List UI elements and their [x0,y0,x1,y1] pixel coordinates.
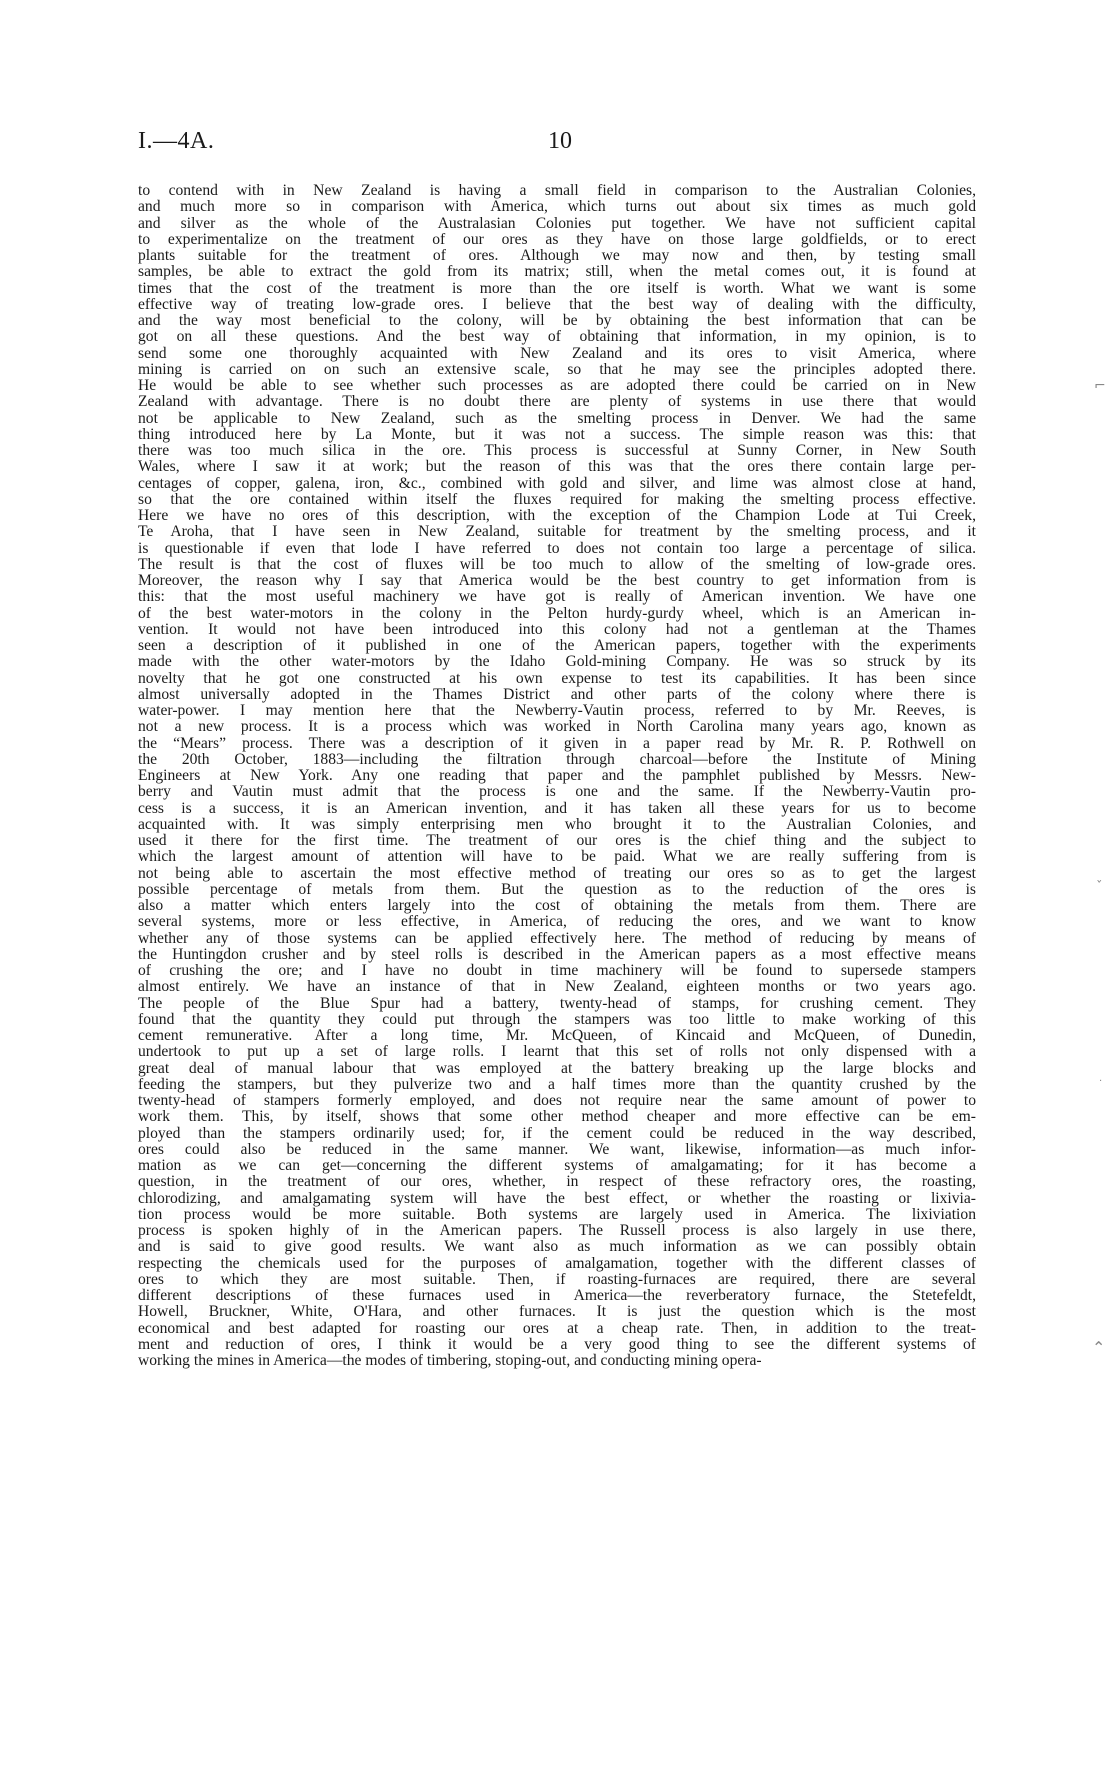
text-line: Engineers at New York. Any one reading that paper and the pamphlet published by Messrs. New- [138,767,976,784]
text-line: of the best water-motors in the colony in the Pelton hurdy-gurdy wheel, which is an American in- [138,604,976,622]
text-line: question, in the treatment of our ores, whether, in respect of these refractory ores, the roasting, [138,1173,976,1191]
text-line: times that the cost of the treatment is more than the ore itself is worth. What we want is some [138,279,976,297]
scan-mark: ⌃ [1092,1338,1106,1357]
text-line: different descriptions of these furnaces used in America—the reverberatory furnace, the Stetefeldt, [138,1287,976,1304]
text-line: mining is carried on on such an extensive scale, so that he may see the principles adopted there. [138,360,976,378]
text-line: Zealand with advantage. There is no doubt there are plenty of systems in use there that would [138,393,976,411]
text-line: twenty-head of stampers formerly employed, and does not require near the same amount of power to [138,1092,976,1109]
text-line: Te Aroha, that I have seen in New Zealand, suitable for treatment by the smelting process, and it [138,523,976,541]
text-line: and is said to give good results. We want also as much information as we can possibly obtain [138,1238,976,1256]
text-line: thing introduced here by La Monte, but it was not a success. The simple reason was this: that [138,425,976,443]
text-line: mation as we can get—concerning the different systems of amalgamating; for it has become a [138,1157,976,1174]
text-line: tion process would be more suitable. Both systems are largely used in America. The lixiviation [138,1205,976,1223]
text-line: effective way of treating low-grade ores. I believe that the best way of dealing with the difficulty, [138,295,976,313]
text-line: ores could also be reduced in the same manner. We want, likewise, information—as much infor- [138,1140,976,1158]
text-line: The people of the Blue Spur had a battery, twenty-head of stamps, for crushing cement. They [138,994,976,1012]
text-line: seen a description of it published in one of the American papers, together with the experiments [138,637,976,654]
text-line: almost entirely. We have an instance of that in New Zealand, eighteen months or two years ago. [138,978,976,996]
text-line: not be applicable to New Zealand, such as the smelting process in Denver. We had the same [138,409,976,427]
text-line: send some one thoroughly acquainted with New Zealand and its ores to visit America, where [138,344,976,362]
text-line: which the largest amount of attention will have to be paid. What we are really suffering from is [138,848,976,866]
page-header [138,128,976,168]
text-line: cement remunerative. After a long time, Mr. McQueen, of Kincaid and McQueen, of Dunedin, [138,1027,976,1044]
text-line: whether any of those systems can be applied effectively here. The method of reducing by means of [138,929,976,947]
text-line: chlorodizing, and amalgamating system will have the best effect, or whether the roasting or lixivia- [138,1189,976,1207]
text-line: is questionable if even that lode I have referred to does not contain too large a percentage of silica. [138,539,976,557]
text-line: ores to which they are most suitable. Then, if roasting-furnaces are required, there are several [138,1270,976,1288]
text-line: ployed than the stampers ordinarily used; for, if the cement could be reduced in the way described, [138,1124,976,1142]
text-line: He would be able to see whether such processes as are adopted there could be carried on in New [138,377,976,394]
text-line: Wales, where I saw it at work; but the reason of this was that the ores there contain large per- [138,458,976,476]
text-line: Here we have no ores of this description, with the exception of the Champion Lode at Tui Creek, [138,507,976,524]
text-line: work them. This, by itself, shows that some other method cheaper and more effective can be em- [138,1108,976,1126]
text-line: the 20th October, 1883—including the filtration through charcoal—before the Institute of Mining [138,750,976,768]
text-line: also a matter which enters largely into the cost of obtaining the metals from them. There are [138,897,976,914]
text-line: Moreover, the reason why I say that America would be the best country to get information from is [138,572,976,589]
scan-mark: ˇ [1096,880,1103,895]
text-line: the Huntingdon crusher and by steel rolls is described in the American papers as a most effective means [138,945,976,963]
text-line: undertook to put up a set of large rolls. I learnt that this set of rolls not only dispensed with a [138,1043,976,1061]
text-line: several systems, more or less effective, in America, of reducing the ores, and we want to know [138,913,976,931]
text-line: to experimentalize on the treatment of our ores as they have on those large goldfields, or to erect [138,230,976,248]
text-line: almost universally adopted in the Thames District and other parts of the colony where there is [138,685,976,703]
text-line: and silver as the whole of the Australasian Colonies put together. We have not sufficient capital [138,214,976,232]
text-line: and much more so in comparison with America, which turns out about six times as much gold [138,198,976,216]
scan-mark: ⌐ [1094,378,1106,394]
text-line: possible percentage of metals from them. But the question as to the reduction of the ores is [138,880,976,898]
text-line: and the way most beneficial to the colony, will be by obtaining the best information that can be [138,312,976,329]
text-line: centages of copper, galena, iron, &c., combined with gold and silver, and lime was almost close at hand, [138,474,976,492]
text-line: to contend with in New Zealand is having a small field in comparison to the Australian Colonies, [138,182,976,199]
text-line: got on all these questions. And the best way of obtaining that information, in my opinion, is to [138,328,976,346]
text-line: not a new process. It is a process which was worked in North Carolina many years ago, known as [138,718,976,736]
text-line: there was too much silica in the ore. This process is successful at Sunny Corner, in New South [138,442,976,459]
text-line: cess is a success, it is an American invention, and it has taken all these years for us to become [138,799,976,817]
text-line: samples, be able to extract the gold from its matrix; still, when the metal comes out, it is found at [138,263,976,281]
text-line: Howell, Bruckner, White, O'Hara, and other furnaces. It is just the question which is the most [138,1303,976,1321]
scan-mark: · [1099,1076,1103,1087]
text-line: respecting the chemicals used for the purposes of amalgamation, together with the different classes of [138,1254,976,1272]
text-line: feeding the stampers, but they pulverize two and a half times more than the quantity crushed by the [138,1075,976,1093]
text-line: great deal of manual labour that was employed at the battery breaking up the large blocks and [138,1059,976,1077]
body-text [138,183,976,1369]
text-line: of crushing the ore; and I have no doubt in time machinery will be found to supersede stampers [138,962,976,979]
text-line: berry and Vautin must admit that the process is one and the same. If the Newberry-Vautin pro- [138,783,976,801]
text-line: process is spoken highly of in the American papers. The Russell process is also largely in use there, [138,1222,976,1239]
text-line: working the mines in America—the modes of timbering, stoping-out, and conducting mining opera- [138,1352,762,1369]
text-line: The result is that the cost of fluxes will be too much to allow of the smelting of low-grade ores. [138,555,976,573]
text-line: the “Mears” process. There was a description of it given in a paper read by Mr. R. P. Rothwell on [138,734,976,752]
text-line: acquainted with. It was simply enterprising men who brought it to the Australian Colonies, and [138,815,976,833]
text-line: vention. It would not have been introduced into this colony had not a gentleman at the Thames [138,620,976,638]
text-line: ment and reduction of ores, I think it would be a very good thing to see the different systems of [138,1335,976,1353]
text-line: plants suitable for the treatment of ores. Although we may now and then, by testing small [138,247,976,264]
text-line: novelty that he got one constructed at his own expense to test its capabilities. It has been since [138,669,976,687]
text-line: found that the quantity they could put through the stampers was too little to make working of this [138,1010,976,1028]
document-reference: I.—4A. [138,128,215,154]
text-line: used it there for the first time. The treatment of our ores is the chief thing and the subject to [138,832,976,849]
text-line: made with the other water-motors by the Idaho Gold-mining Company. He was so struck by its [138,653,976,671]
text-line: not being able to ascertain the most effective method of treating our ores so as to get the largest [138,864,976,882]
text-line: water-power. I may mention here that the Newberry-Vautin process, referred to by Mr. Reeves, is [138,702,976,719]
page-number: 10 [548,128,572,154]
text-line: economical and best adapted for roasting our ores at a cheap rate. Then, in addition to the treat- [138,1319,976,1337]
text-line: so that the ore contained within itself the fluxes required for making the smelting process effective. [138,490,976,508]
text-line: this: that the most useful machinery we have got is really of American invention. We have one [138,588,976,606]
